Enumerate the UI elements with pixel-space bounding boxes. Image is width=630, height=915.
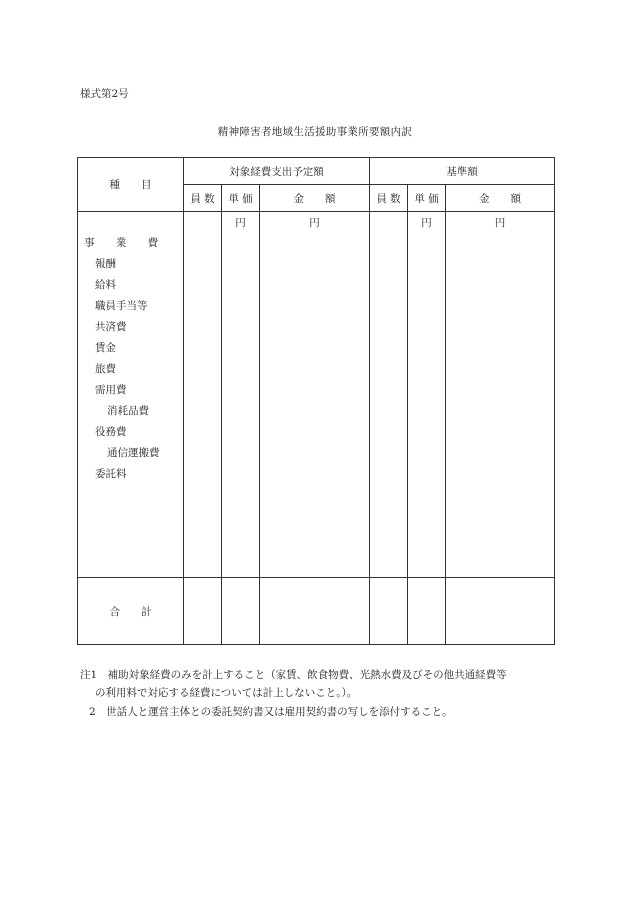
expense-item: 需用費 — [95, 384, 127, 396]
total-standard-unit-price — [408, 578, 446, 645]
planned-expense-header: 対象経費支出予定額 — [184, 158, 370, 185]
planned-amount-header: 金 額 — [260, 185, 370, 212]
note-1-line-2: の利用料で対応する経費については計上しないこと。）。 — [95, 687, 358, 699]
planned-unit-price-body — [222, 233, 260, 578]
budget-breakdown-table — [77, 157, 555, 645]
standard-count-header: 員 数 — [370, 185, 408, 212]
expense-item: 報酬 — [95, 258, 116, 270]
expense-item: 給料 — [95, 279, 116, 291]
standard-unit-price-cell — [408, 212, 446, 234]
planned-amount-body — [260, 233, 370, 578]
total-planned-count — [184, 578, 222, 645]
item-column-header: 種 目 — [78, 158, 184, 212]
planned-unit-price-cell — [222, 212, 260, 234]
item-list-cell — [78, 212, 184, 578]
total-label: 合 計 — [78, 578, 184, 645]
standard-amount-cell — [446, 212, 555, 234]
yen-unit-label: 円 — [421, 217, 432, 229]
expense-item: 通信運搬費 — [107, 447, 160, 459]
note-2: 2 世話人と運営主体との委託契約書又は雇用契約書の写しを添付すること。 — [89, 706, 453, 718]
planned-count-header: 員 数 — [184, 185, 222, 212]
note-1-line-1: 注1 補助対象経費のみを計上すること（家賃、飲食物費、光熱水費及びその他共通経費等 — [80, 669, 507, 681]
standard-count-cell — [370, 212, 408, 234]
standard-unit-price-header: 単 価 — [408, 185, 446, 212]
total-planned-amount — [260, 578, 370, 645]
standard-count-body — [370, 233, 408, 578]
standard-unit-price-body — [408, 233, 446, 578]
expense-item: 消耗品費 — [107, 405, 149, 417]
document-title: 精神障害者地域生活援助事業所要額内訳 — [217, 126, 413, 138]
expense-item: 役務費 — [95, 426, 127, 438]
total-planned-unit-price — [222, 578, 260, 645]
planned-count-body — [184, 233, 222, 578]
form-number: 様式第2号 — [80, 88, 129, 100]
expense-item: 旅費 — [95, 363, 116, 375]
expense-item: 職員手当等 — [95, 300, 148, 312]
yen-unit-label: 円 — [494, 217, 506, 229]
expense-item: 委託料 — [95, 468, 127, 480]
yen-unit-label: 円 — [309, 217, 320, 229]
expense-category: 事 業 費 — [84, 237, 168, 249]
expense-item: 共済費 — [95, 321, 127, 333]
yen-unit-label: 円 — [235, 217, 246, 229]
standard-amount-header: 基準額 — [370, 158, 555, 185]
standard-amount-col-header: 金 額 — [446, 185, 555, 212]
standard-amount-body — [446, 233, 555, 578]
total-standard-amount — [446, 578, 555, 645]
expense-item-list — [78, 233, 183, 485]
planned-amount-cell — [260, 212, 370, 234]
total-standard-count — [370, 578, 408, 645]
planned-unit-price-header: 単 価 — [222, 185, 260, 212]
planned-count-cell — [184, 212, 222, 234]
expense-item: 賃金 — [95, 342, 116, 354]
